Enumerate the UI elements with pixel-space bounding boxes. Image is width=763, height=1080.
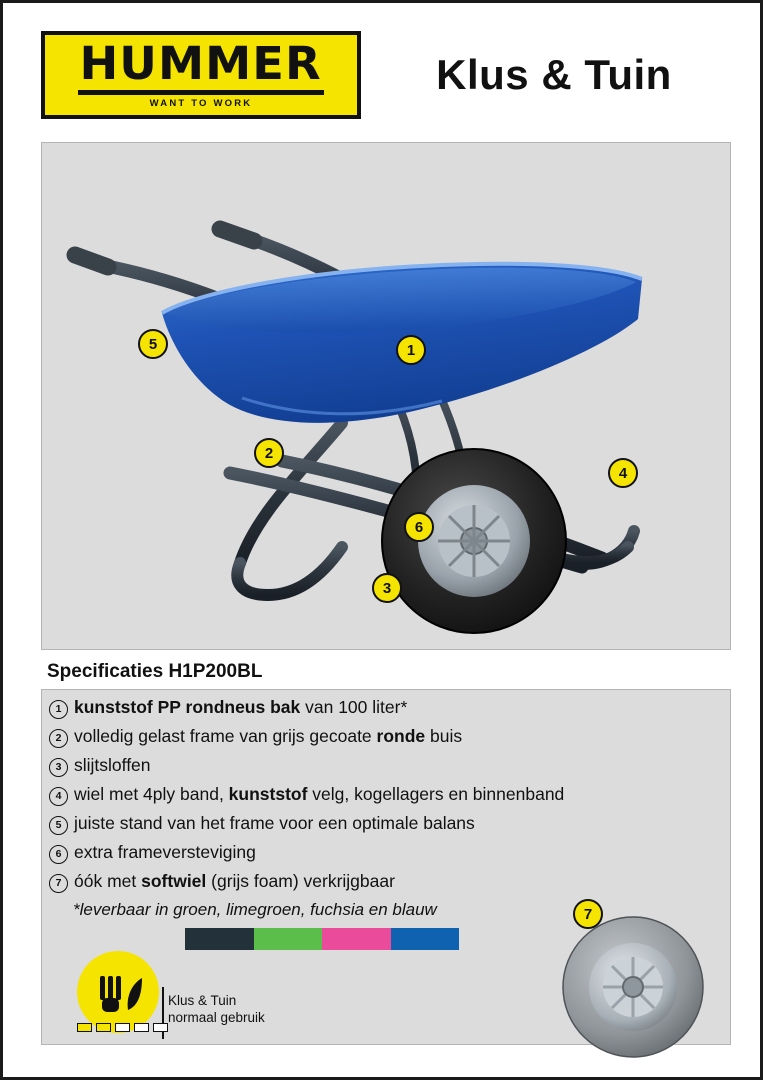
color-swatches [185, 928, 459, 950]
usage-dot [134, 1023, 149, 1032]
spec-list [49, 697, 729, 920]
list-item [49, 726, 729, 749]
page-title: Klus & Tuin [436, 51, 672, 98]
spec-heading: Specificaties H1P200BL [47, 661, 263, 682]
tools-leaf-icon [90, 964, 146, 1020]
list-item [49, 697, 729, 720]
spec-text: wiel met 4ply band, kunststof velg, kogellagers en binnenband [74, 784, 565, 805]
wheel [382, 449, 566, 633]
callout-5: 5 [138, 329, 168, 359]
spec-footnote: *leverbaar in groen, limegroen, fuchsia en blauw [73, 900, 437, 920]
swatch-fuchsia [322, 928, 391, 950]
spec-text: kunststof PP rondneus bak van 100 liter* [74, 697, 408, 717]
usage-line-2: normaal gebruik [168, 1009, 265, 1025]
spec-number: 4 [49, 787, 68, 806]
list-item [49, 755, 729, 778]
spec-number: 1 [49, 700, 68, 719]
usage-badge [77, 951, 159, 1033]
usage-dot [77, 1023, 92, 1032]
product-image-panel [41, 142, 731, 650]
brand-logo [41, 31, 361, 119]
usage-dot [153, 1023, 168, 1032]
spec-number: 5 [49, 816, 68, 835]
list-item [49, 784, 729, 807]
list-item [49, 813, 729, 836]
callout-7: 7 [573, 899, 603, 929]
swatch-limegroen [254, 928, 323, 950]
callout-2: 2 [254, 438, 284, 468]
usage-dot [115, 1023, 130, 1032]
brand-name: HUMMER [79, 37, 323, 90]
spec-text: óók met softwiel (grijs foam) verkrijgbaar [74, 871, 395, 892]
callout-1: 1 [396, 335, 426, 365]
list-item [49, 842, 729, 865]
page-header [41, 27, 731, 123]
spec-text: juiste stand van het frame voor een optimale balans [74, 813, 475, 834]
spec-text: extra frameversteviging [74, 842, 256, 863]
usage-line-1: Klus & Tuin [168, 993, 237, 1008]
list-item [49, 871, 729, 894]
swatch-blauw [391, 928, 460, 950]
usage-dot [96, 1023, 111, 1032]
usage-level-meter [77, 1023, 168, 1032]
softwheel-image [559, 913, 707, 1061]
callout-3: 3 [372, 573, 402, 603]
spec-number: 6 [49, 845, 68, 864]
spec-number: 3 [49, 758, 68, 777]
brand-tagline: WANT TO WORK [149, 98, 253, 109]
spec-number: 2 [49, 729, 68, 748]
logo-divider [78, 90, 324, 95]
usage-text [168, 993, 265, 1027]
callout-6: 6 [404, 512, 434, 542]
spec-text: slijtsloffen [74, 755, 151, 776]
spec-number: 7 [49, 874, 68, 893]
spec-text: volledig gelast frame van grijs gecoate ronde buis [74, 726, 463, 747]
callout-4: 4 [608, 458, 638, 488]
swatch-antraciet [185, 928, 254, 950]
